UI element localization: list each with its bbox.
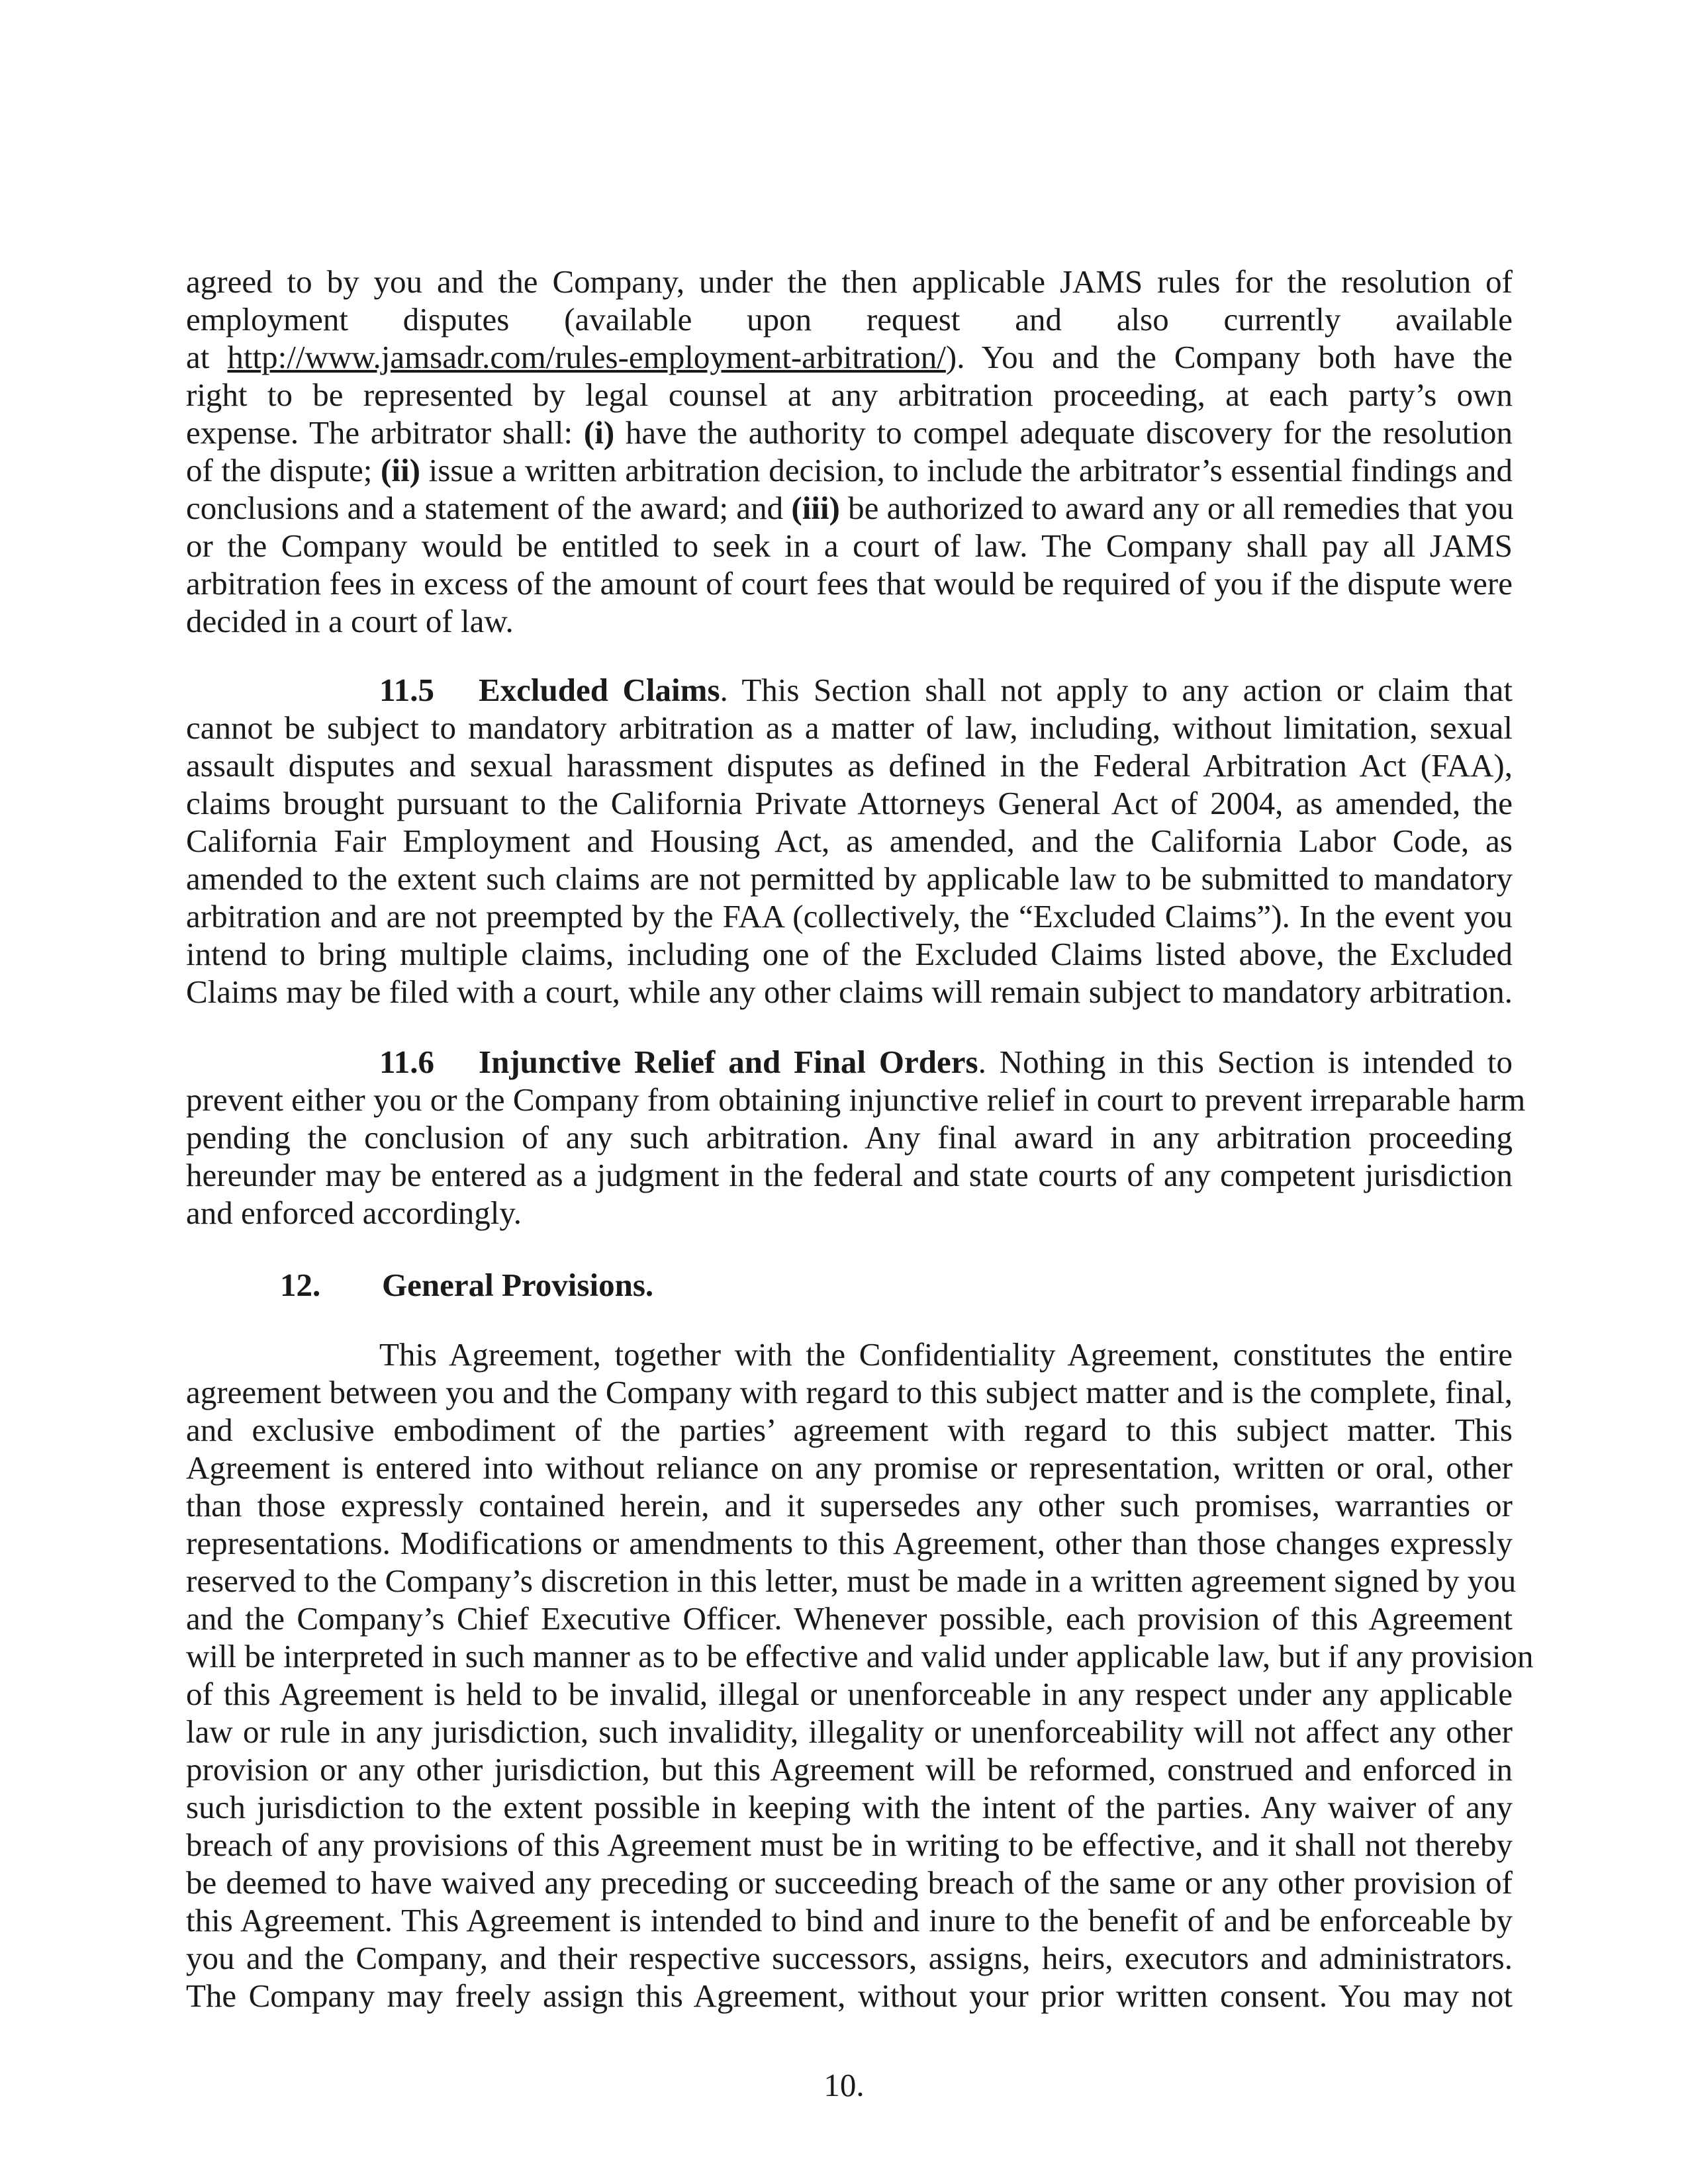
section-number: 11.6 [379,1044,435,1080]
text-segment: law or rule in any jurisdiction, such invalidity, illegality or unenforceability will not affect any other [186,1713,1513,1750]
text-segment: decided in a court of law. [186,603,514,639]
text-line [186,1043,1513,1081]
text-line [186,414,1513,451]
text-segment: amended to the extent such claims are not permitted by applicable law to be submitted to mandatory [186,860,1513,897]
text-line [186,935,1513,973]
text-segment: breach of any provisions of this Agreement must be in writing to be effective, and it shall not thereby [186,1827,1513,1863]
text-line [186,1449,1513,1486]
page-number: 10. [823,2067,865,2103]
text-line [186,263,1513,300]
text-segment: this Agreement. This Agreement is intended to bind and inure to the benefit of and be enforceable by [186,1902,1513,1938]
text-segment: prevent either you or the Company from obtaining injunctive relief in court to prevent irreparable harm [186,1081,1526,1118]
text-segment: will be interpreted in such manner as to be effective and valid under applicable law, but if any provision [186,1638,1534,1674]
bold-text: (i) [583,414,615,451]
text-line [186,1675,1513,1713]
text-segment: agreement between you and the Company with regard to this subject matter and is the complete, final, [186,1374,1513,1410]
text-segment: such jurisdiction to the extent possible in keeping with the intent of the parties. Any waiver of any [186,1789,1513,1825]
text-line [186,671,1513,709]
text-segment: California Fair Employment and Housing Act, as amended, and the California Labor Code, as [186,823,1513,859]
bold-text: Injunctive Relief and Final Orders [479,1044,978,1080]
text-segment: pending the conclusion of any such arbitration. Any final award in any arbitration proceeding [186,1119,1513,1156]
text-segment: assault disputes and sexual harassment disputes as defined in the Federal Arbitration Act (FAA), [186,747,1513,784]
text-line [186,1600,1513,1637]
text-segment: . Nothing in this Section is intended to [978,1044,1513,1080]
text-line [186,822,1513,860]
text-line [186,451,1513,489]
text-line [186,1939,1513,1977]
text-segment: arbitration fees in excess of the amount of court fees that would be required of you if the dispute were [186,565,1513,602]
text-line [186,1713,1513,1751]
bold-text: (iii) [791,490,840,526]
text-segment: you and the Company, and their respective successors, assigns, heirs, executors and administrators. [186,1940,1513,1976]
general-provisions-paragraph [186,1336,1534,2015]
text-segment: conclusions and a statement of the award; and [186,490,792,526]
text-segment: cannot be subject to mandatory arbitration as a matter of law, including, without limitation, sexual [186,709,1513,746]
text-segment: right to be represented by legal counsel at any arbitration proceeding, at each party’s own [186,377,1513,413]
text-line [186,1977,1513,2015]
text-line [186,1637,1534,1675]
text-line [186,1118,1513,1156]
text-segment: issue a written arbitration decision, to include the arbitrator’s essential findings and [420,452,1513,488]
section-number: 11.5 [379,672,435,708]
text-line [186,565,1513,602]
text-line [186,1373,1513,1411]
text-segment: reserved to the Company’s discretion in this letter, must be made in a written agreement signed by you [186,1563,1517,1599]
text-segment: of the dispute; [186,452,381,488]
text-segment: at [186,339,228,375]
section-12-number: 12. [280,1267,321,1303]
text-segment: and exclusive embodiment of the parties’ agreement with regard to this subject matter. This [186,1412,1513,1448]
text-segment: and the Company’s Chief Executive Officer. Whenever possible, each provision of this Agreement [186,1600,1513,1637]
text-line [186,1562,1517,1600]
text-line [186,489,1513,527]
jams-rules-link[interactable]: http://www.jamsadr.com/rules-employment-arbitration/ [227,339,946,375]
text-line [186,300,1513,338]
text-segment: and enforced accordingly. [186,1195,522,1231]
text-line [186,1901,1513,1939]
text-line [186,860,1513,897]
text-segment: be deemed to have waived any preceding or succeeding breach of the same or any other provision of [186,1864,1513,1901]
text-segment: employment disputes (available upon request and also currently available [186,301,1513,338]
text-segment: arbitration and are not preempted by the FAA (collectively, the “Excluded Claims”). In the event you [186,898,1513,934]
text-segment: ). You and the Company both have the [945,339,1513,375]
section-11-6-injunctive-relief [186,1043,1526,1232]
text-line [186,527,1513,565]
text-line [186,747,1513,784]
text-segment: or the Company would be entitled to seek in a court of law. The Company shall pay all JAMS [186,527,1513,564]
text-segment: This Agreement, together with the Confidentiality Agreement, constitutes the entire [379,1336,1513,1373]
text-segment: of this Agreement is held to be invalid, illegal or unenforceable in any respect under any applicable [186,1676,1513,1712]
section-12-heading [280,1266,653,1304]
text-segment: claims brought pursuant to the California Private Attorneys General Act of 2004, as amended, the [186,785,1513,821]
text-line [186,897,1513,935]
text-line [186,784,1513,822]
bold-text: (ii) [381,452,420,488]
text-segment: Claims may be filed with a court, while any other claims will remain subject to mandatory arbitration. [186,974,1513,1010]
text-line [186,338,1513,376]
text-line [186,1864,1513,1901]
bold-text: Excluded Claims [479,672,720,708]
text-line [186,1788,1513,1826]
text-line [186,1081,1526,1118]
text-segment: provision or any other jurisdiction, but this Agreement will be reformed, construed and enforced in [186,1751,1513,1788]
text-segment: hereunder may be entered as a judgment in the federal and state courts of any competent jurisdiction [186,1157,1513,1193]
text-line [186,376,1513,414]
text-line [186,1751,1513,1788]
text-segment: agreed to by you and the Company, under the then applicable JAMS rules for the resolution of [186,263,1513,300]
text-segment: . This Section shall not apply to any action or claim that [720,672,1513,708]
text-segment: than those expressly contained herein, and it supersedes any other such promises, warranties or [186,1487,1513,1524]
text-segment: The Company may freely assign this Agreement, without your prior written consent. You may not [186,1978,1513,2014]
text-line [186,1826,1513,1864]
text-segment: representations. Modifications or amendments to this Agreement, other than those changes expressly [186,1525,1513,1561]
section-12-title: General Provisions. [382,1267,654,1303]
text-segment: be authorized to award any or all remedies that you [839,490,1514,526]
text-line [186,1486,1513,1524]
text-line [186,973,1513,1011]
text-segment: intend to bring multiple claims, including one of the Excluded Claims listed above, the Excluded [186,936,1513,972]
text-line [186,1156,1513,1194]
text-line [186,1411,1513,1449]
text-line [186,1336,1513,1373]
arbitration-paragraph [186,263,1513,640]
section-11-5-excluded-claims [186,671,1513,1011]
text-line [186,1524,1513,1562]
text-segment: expense. The arbitrator shall: [186,414,584,451]
text-line [186,1194,1513,1232]
text-segment: have the authority to compel adequate discovery for the resolution [614,414,1513,451]
text-line [186,709,1513,747]
text-line [186,602,1513,640]
text-segment: Agreement is entered into without reliance on any promise or representation, written or oral, other [186,1449,1513,1486]
